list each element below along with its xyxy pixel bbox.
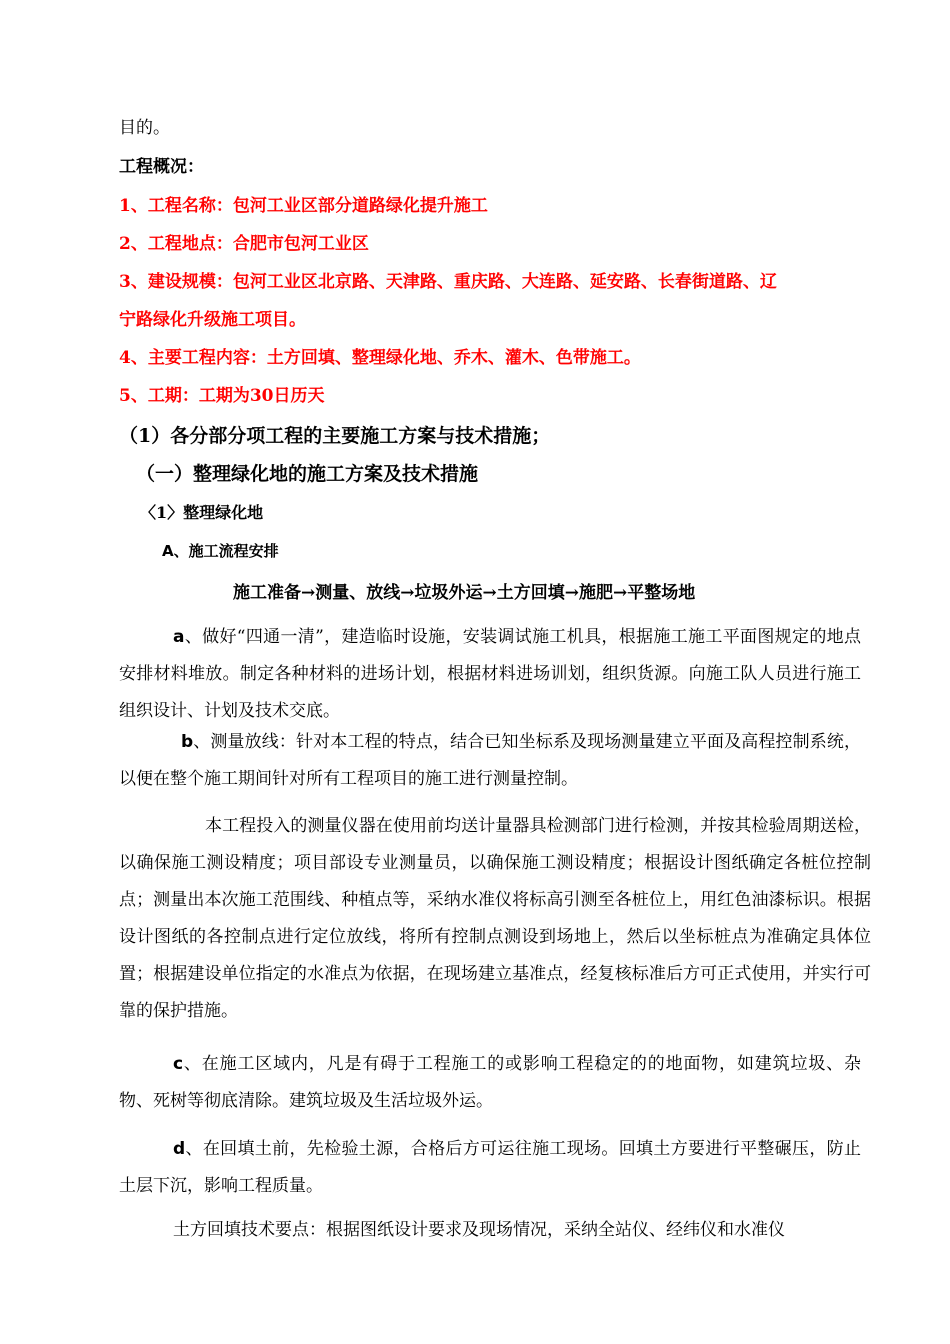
overview-item-scale-line1: 3、建设规模：包河工业区北京路、天津路、重庆路、大连路、延安路、长春街道路、辽 — [119, 272, 777, 292]
section-heading-item: 〈1〉整理绿化地 — [140, 503, 264, 522]
overview-title: 工程概况： — [119, 157, 204, 177]
purpose-tail-text: 目的。 — [119, 118, 170, 138]
construction-flow: 施工准备→测量、放线→垃圾外运→土方回填→施肥→平整场地 — [233, 583, 696, 603]
paragraph-c-text: 、在施工区域内，凡是有碍于工程施工的或影响工程稳定的的地面物，如建筑垃圾、杂物、死树等彻底清除。建筑垃圾及生活垃圾外运。 — [119, 1054, 861, 1111]
overview-item-scale-line2: 宁路绿化升级施工项目。 — [119, 310, 306, 330]
overview-item-content: 4、主要工程内容：土方回填、整理绿化地、乔木、灌木、色带施工。 — [119, 348, 641, 368]
paragraph-c-lead: c — [173, 1054, 184, 1074]
paragraph-backfill-text: 土方回填技术要点：根据图纸设计要求及现场情况，采纳全站仪、经纬仪和水准仪 — [173, 1220, 785, 1240]
overview-item-duration: 5、工期：工期为30日历天 — [119, 386, 325, 406]
section-heading-flow: A、施工流程安排 — [162, 542, 279, 560]
paragraph-a-text: 、做好“四通一清”，建造临时设施，安装调试施工机具，根据施工施工平面图规定的地点安排材料堆放。制定各种材料的进场计划，根据材料进场训划，组织货源。向施工队人员进行施工组织设计、计划及技术交底。 — [119, 627, 861, 721]
paragraph-a-lead: a — [173, 627, 185, 647]
paragraph-backfill — [119, 1212, 871, 1249]
paragraph-survey-text: 本工程投入的测量仪器在使用前均送计量器具检测部门进行检测，并按其检验周期送检，以确保施工测设精度；项目部设专业测量员，以确保施工测设精度；根据设计图纸确定各桩位控制点；测量出本次施工范围线、种植点等，采纳水准仪将标高引测至各桩位上，用红色油漆标识。根据设计图纸的各控制点进行定位放线，将所有控制点测设到场地上，然后以坐标桩点为准确定具体位置；根据建设单位指定的水准点为依据，在现场建立基准点，经复核标准后方可正式使用，并实行可靠的保护措施。 — [119, 816, 871, 1021]
overview-item-name: 1、工程名称：包河工业区部分道路绿化提升施工 — [119, 196, 488, 216]
paragraph-d-lead: d — [173, 1139, 186, 1159]
paragraph-survey — [119, 808, 871, 1030]
paragraph-b-text: 、测量放线：针对本工程的特点，结合已知坐标系及现场测量建立平面及高程控制系统，以便在整个施工期间针对所有工程项目的施工进行测量控制。 — [119, 732, 861, 789]
section-heading-sub: （一）整理绿化地的施工方案及技术措施 — [136, 463, 479, 485]
paragraph-d — [119, 1131, 861, 1205]
section-heading-main: （1）各分部分项工程的主要施工方案与技术措施； — [119, 425, 551, 447]
overview-item-location: 2、工程地点：合肥市包河工业区 — [119, 234, 369, 254]
paragraph-a — [119, 619, 861, 730]
paragraph-b — [119, 724, 861, 798]
paragraph-b-lead: b — [181, 732, 194, 752]
paragraph-d-text: 、在回填土前，先检验土源，合格后方可运往施工现场。回填土方要进行平整碾压，防止土层下沉，影响工程质量。 — [119, 1139, 861, 1196]
paragraph-c — [119, 1046, 861, 1120]
